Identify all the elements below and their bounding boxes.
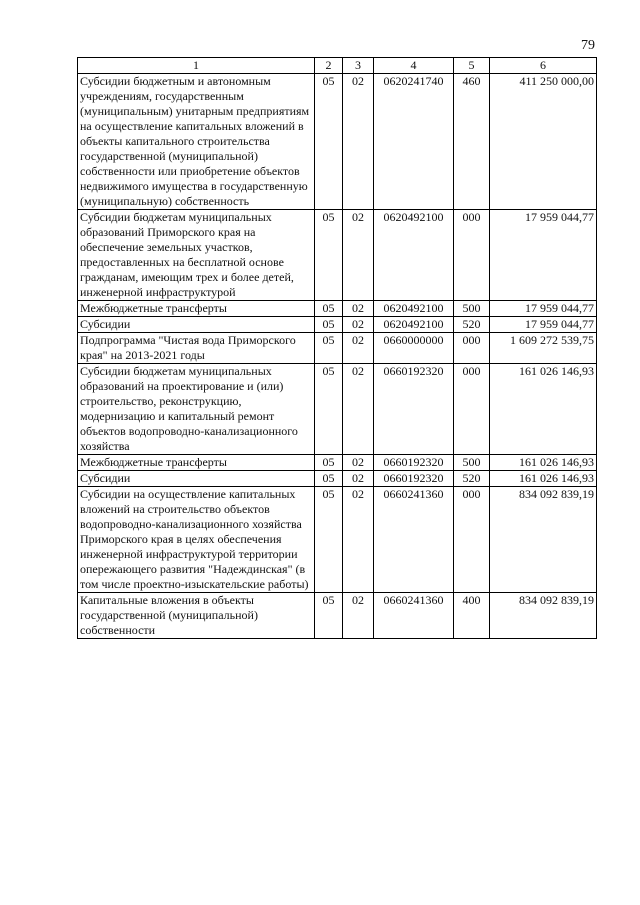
table-header-row: [78, 58, 597, 74]
section-code: 05: [315, 487, 343, 593]
expense-type-code: 000: [454, 487, 490, 593]
expense-type-code: 400: [454, 593, 490, 639]
item-name: Капитальные вложения в объекты государственной (муниципальной) собственности: [78, 593, 315, 639]
item-name: Субсидии: [78, 317, 315, 333]
subsection-code: 02: [343, 455, 374, 471]
table-row: [78, 301, 597, 317]
page-number: 79: [581, 38, 595, 53]
table-row: [78, 471, 597, 487]
expense-type-code: 520: [454, 317, 490, 333]
section-code: 05: [315, 471, 343, 487]
section-code: 05: [315, 317, 343, 333]
budget-table: [77, 57, 597, 639]
target-article-code: 0620492100: [374, 301, 454, 317]
table-row: [78, 317, 597, 333]
amount: 161 026 146,93: [490, 364, 597, 455]
target-article-code: 0660000000: [374, 333, 454, 364]
amount: 17 959 044,77: [490, 301, 597, 317]
target-article-code: 0620241740: [374, 74, 454, 210]
item-name: Субсидии бюджетам муниципальных образований Приморского края на обеспечение земельных участков, предоставленных на бесплатной основе гражданам, имеющим трех и более детей, инженерной инфраструктурой: [78, 210, 315, 301]
item-name: Субсидии на осуществление капитальных вложений на строительство объектов водопроводно-канализационного хозяйства Приморского края в целях обеспечения инженерной инфраструктурой территории опережающего развития "Надеждинская" (в том числе проектно-изыскательские работы): [78, 487, 315, 593]
item-name: Подпрограмма "Чистая вода Приморского края" на 2013-2021 годы: [78, 333, 315, 364]
section-code: 05: [315, 210, 343, 301]
expense-type-code: 460: [454, 74, 490, 210]
expense-type-code: 000: [454, 333, 490, 364]
section-code: 05: [315, 593, 343, 639]
subsection-code: 02: [343, 210, 374, 301]
expense-type-code: 500: [454, 455, 490, 471]
target-article-code: 0660241360: [374, 593, 454, 639]
amount: 17 959 044,77: [490, 317, 597, 333]
subsection-code: 02: [343, 593, 374, 639]
amount: 411 250 000,00: [490, 74, 597, 210]
column-header: 1: [78, 58, 315, 74]
amount: 834 092 839,19: [490, 487, 597, 593]
expense-type-code: 500: [454, 301, 490, 317]
item-name: Субсидии бюджетам муниципальных образований на проектирование и (или) строительство, реконструкцию, модернизацию и капитальный ремонт объектов водопроводно-канализационного хозяйства: [78, 364, 315, 455]
column-header: 6: [490, 58, 597, 74]
item-name: Межбюджетные трансферты: [78, 455, 315, 471]
column-header: 4: [374, 58, 454, 74]
column-header: 2: [315, 58, 343, 74]
target-article-code: 0660192320: [374, 364, 454, 455]
amount: 17 959 044,77: [490, 210, 597, 301]
expense-type-code: 000: [454, 364, 490, 455]
target-article-code: 0660192320: [374, 455, 454, 471]
subsection-code: 02: [343, 74, 374, 210]
subsection-code: 02: [343, 471, 374, 487]
item-name: Субсидии бюджетным и автономным учреждениям, государственным (муниципальным) унитарным предприятиям на осуществление капитальных вложений в объекты капитального строительства государственной (муниципальной) собственности или приобретение объектов недвижимого имущества в государственную (муниципальную) собственность: [78, 74, 315, 210]
table-row: [78, 333, 597, 364]
item-name: Межбюджетные трансферты: [78, 301, 315, 317]
section-code: 05: [315, 364, 343, 455]
target-article-code: 0620492100: [374, 317, 454, 333]
amount: 161 026 146,93: [490, 471, 597, 487]
subsection-code: 02: [343, 487, 374, 593]
table-row: [78, 364, 597, 455]
section-code: 05: [315, 455, 343, 471]
table-row: [78, 74, 597, 210]
target-article-code: 0660241360: [374, 487, 454, 593]
table-row: [78, 487, 597, 593]
expense-type-code: 000: [454, 210, 490, 301]
column-header: 3: [343, 58, 374, 74]
item-name: Субсидии: [78, 471, 315, 487]
subsection-code: 02: [343, 301, 374, 317]
amount: 1 609 272 539,75: [490, 333, 597, 364]
column-header: 5: [454, 58, 490, 74]
amount: 161 026 146,93: [490, 455, 597, 471]
table-row: [78, 593, 597, 639]
table-row: [78, 210, 597, 301]
subsection-code: 02: [343, 317, 374, 333]
expense-type-code: 520: [454, 471, 490, 487]
target-article-code: 0620492100: [374, 210, 454, 301]
subsection-code: 02: [343, 364, 374, 455]
section-code: 05: [315, 333, 343, 364]
section-code: 05: [315, 301, 343, 317]
table-row: [78, 455, 597, 471]
section-code: 05: [315, 74, 343, 210]
amount: 834 092 839,19: [490, 593, 597, 639]
subsection-code: 02: [343, 333, 374, 364]
target-article-code: 0660192320: [374, 471, 454, 487]
